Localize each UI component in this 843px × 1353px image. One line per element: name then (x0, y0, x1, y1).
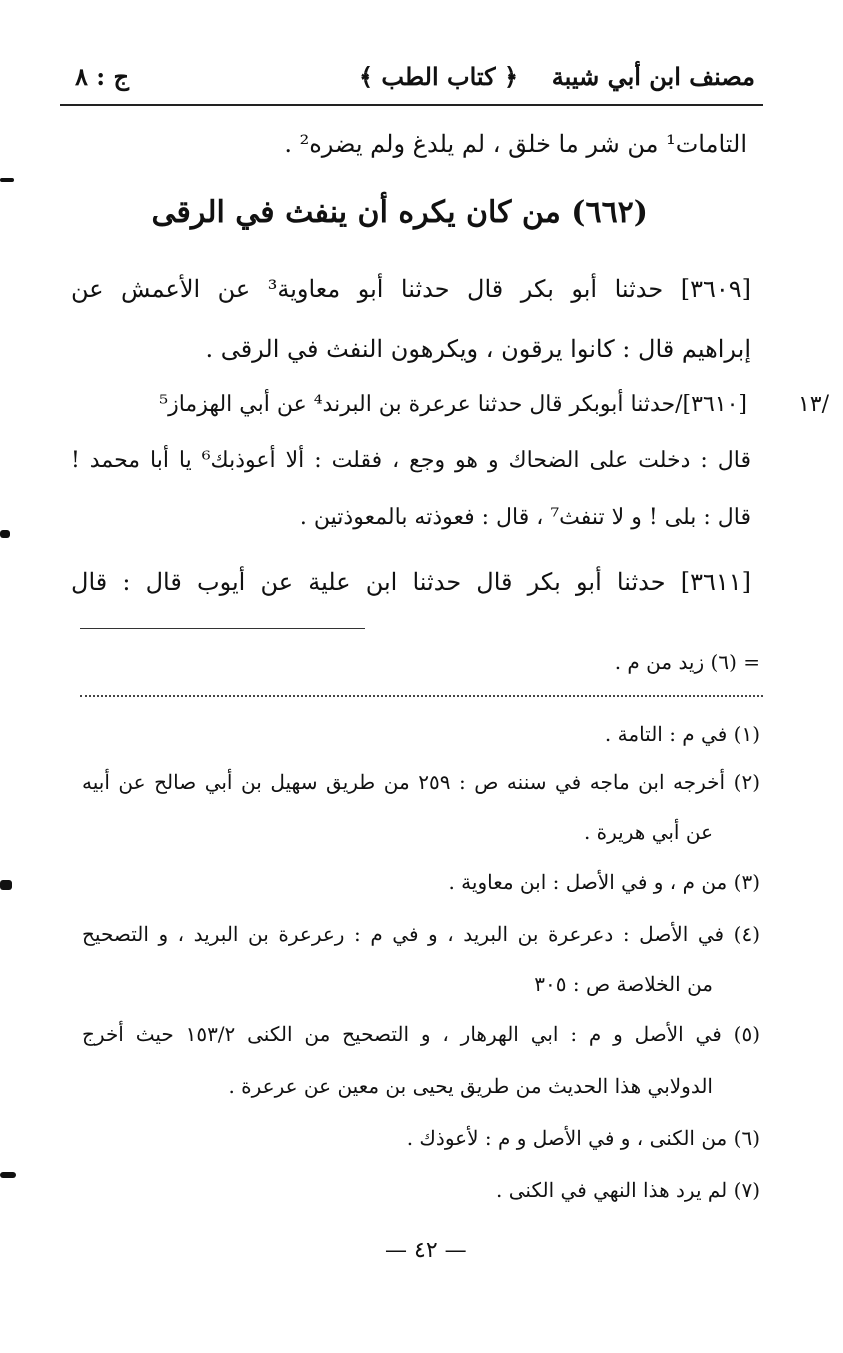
hadith-3611-line-1: [٣٦١١] حدثنا أبو بكر قال حدثنا ابن علية عن أيوب قال : قال (71, 568, 751, 596)
header-rule (60, 104, 763, 106)
footnote-4-line-2: من الخلاصة ص : ٣٠٥ (534, 972, 713, 996)
scan-edge-mark (0, 880, 12, 890)
scan-edge-mark (0, 1172, 16, 1178)
footnote-3: (٣) من م ، و في الأصل : ابن معاوية . (448, 870, 760, 894)
hadith-3609-line-1: [٣٦٠٩] حدثنا أبو بكر قال حدثنا أبو معاوية³ عن الأعمش عن (71, 275, 751, 303)
footnote-4-line-1: (٤) في الأصل : دعرعرة بن البريد ، و في م : رعرعرة بن البريد ، و التصحيح (82, 922, 760, 946)
header-book-title: مصنف ابن أبي شيبة (551, 62, 755, 91)
scan-edge-mark (0, 178, 14, 182)
hadith-3609-line-2: إبراهيم قال : كانوا يرقون ، ويكرهون النفث في الرقى . (205, 335, 751, 363)
header-volume: ج : ٨ (75, 62, 129, 91)
footnote-separator (80, 628, 365, 629)
margin-reference: /١٣ (797, 392, 829, 417)
footnote-6: (٦) من الكنى ، و في الأصل و م : لأعوذك . (406, 1126, 760, 1150)
footnote-rule (80, 695, 763, 697)
footnote-7: (٧) لم يرد هذا النهي في الكنى . (496, 1178, 760, 1202)
chapter-title: (٦٦٢) من كان يكره أن ينفث في الرقى (151, 195, 648, 230)
hadith-3610-line-1: [٣٦١٠]/حدثنا أبوبكر قال حدثنا عرعرة بن البرند⁴ عن أبي الهزماز⁵ (159, 392, 747, 417)
carried-footnote: = (٦) زيد من م . (614, 650, 760, 674)
body-line-1: التامات¹ من شر ما خلق ، لم يلدغ ولم يضره² . (284, 130, 747, 158)
hadith-3610-line-3: قال : بلى ! و لا تنفث⁷ ، قال : فعوذته بالمعوذتين . (299, 505, 751, 530)
footnote-5-line-2: الدولابي هذا الحديث من طريق يحيى بن معين عن عرعرة . (228, 1074, 713, 1098)
scan-edge-mark (0, 530, 10, 538)
hadith-3610-line-2: قال : دخلت على الضحاك و هو وجع ، فقلت : ألا أعوذبك⁶ يا أبا محمد ! (71, 448, 751, 473)
footnote-1: (١) في م : التامة . (604, 722, 760, 746)
footnote-2-line-1: (٢) أخرجه ابن ماجه في سننه ص : ٢٥٩ من طريق سهيل بن أبي صالح عن أبيه (82, 770, 760, 794)
footnote-5-line-1: (٥) في الأصل و م : ابي الهرهار ، و التصحيح من الكنى ١٥٣/٢ حيث أخرج (82, 1022, 760, 1046)
footnote-2-line-2: عن أبي هريرة . (583, 820, 713, 844)
header-section-title: ﴿ كتاب الطب ﴾ (359, 62, 518, 91)
page-number: — ٤٢ — (385, 1238, 467, 1263)
